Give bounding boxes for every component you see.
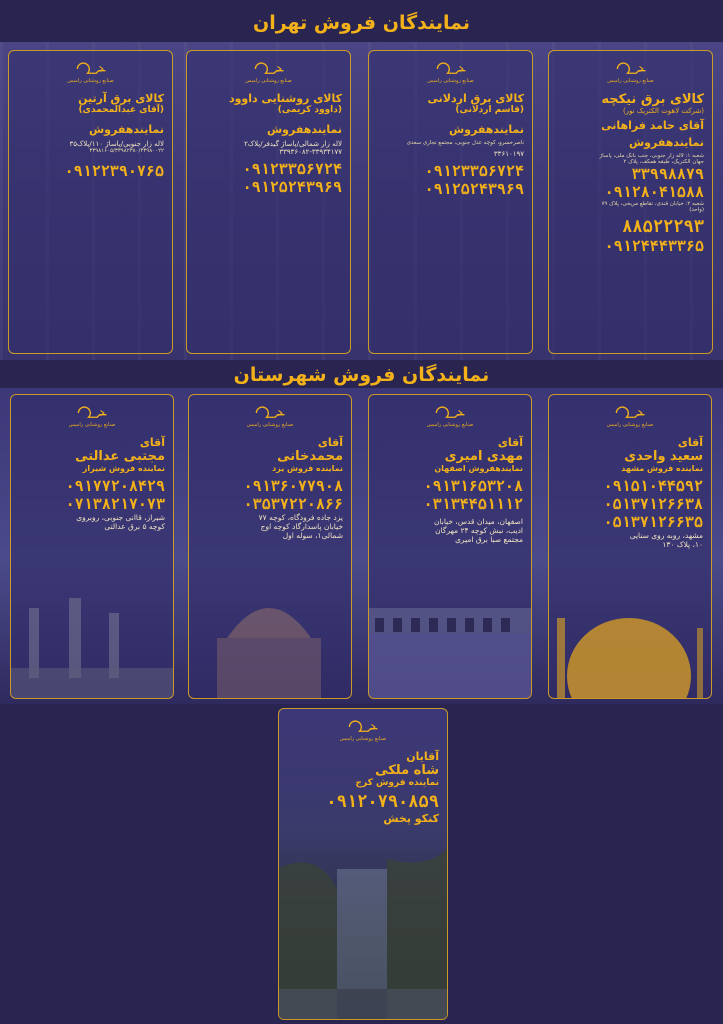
- dealer-honorific: آقای: [677, 436, 703, 449]
- brand-tagline: صنایع روشنایی رامیس: [426, 422, 474, 428]
- dealer-role: نماینده فروش یزد: [272, 464, 343, 473]
- dealer-address: لاله زار جنوبی/پاساژ ۱۱۰/پلاک۳۵: [69, 140, 164, 148]
- dealer-name: مهدی امیری: [444, 449, 523, 464]
- dealer-role: نمایندهفروش: [88, 123, 164, 136]
- dealer-role: نمایندهفروش: [448, 123, 524, 136]
- dealer-name: سعید واحدی: [624, 449, 703, 464]
- brand-tagline: صنایع روشنایی رامیس: [427, 78, 474, 84]
- dealer-role: نماینده فروش کرج: [355, 778, 439, 788]
- dealer-card-mashhad: [548, 394, 712, 699]
- dealer-address: مشهد، روبه روی سنایی: [629, 531, 703, 540]
- dealer-card-shiraz: [10, 394, 174, 699]
- lightbulb-logo-icon: [74, 61, 108, 77]
- dealer-phone[interactable]: ۰۹۱۲۸۰۴۱۵۸۸: [604, 183, 704, 201]
- waterfall-image: [278, 829, 447, 1019]
- brand-tagline: صنایع روشنایی رامیس: [607, 78, 654, 84]
- dealer-role: نمایندهفروش: [628, 136, 704, 149]
- bridge-image: [368, 568, 531, 698]
- brand-logo: [287, 719, 439, 742]
- dealer-company: (آقای عبدالمحمدی): [78, 105, 164, 115]
- dealer-address: شیراز، قاانی جنوبی، روبروی: [76, 513, 165, 522]
- dealer-name: کالای برق اردلانی: [427, 92, 524, 105]
- dealer-phone[interactable]: ۰۷۱۳۸۲۱۷۰۷۳: [65, 495, 165, 513]
- dealer-phone[interactable]: ۸۸۵۲۲۲۹۳: [622, 217, 704, 237]
- dealer-address: خیابان پاسدارگاد کوچه اوج: [260, 522, 343, 531]
- tehran-band: [0, 42, 723, 360]
- brand-logo: [19, 405, 165, 428]
- dealer-role: نماینده فروش شیراز: [82, 464, 165, 473]
- dealer-phone[interactable]: ۰۹۱۲۲۳۹۰۷۶۵: [64, 162, 164, 180]
- lightbulb-logo-icon: [346, 719, 380, 735]
- dealer-card-artin: [8, 50, 173, 354]
- lightbulb-logo-icon: [434, 61, 468, 77]
- dealer-address: ۱۰، پلاک ۱۳۰: [662, 540, 703, 549]
- brand-logo: [557, 61, 704, 84]
- lightbulb-logo-icon: [614, 61, 648, 77]
- dealer-card-yazd: [188, 394, 352, 699]
- dealer-honorific: آقای: [139, 436, 165, 449]
- dealer-address: کوچه ۵ برق عدالتی: [104, 522, 165, 531]
- dealer-phone[interactable]: ۰۹۱۵۱۰۴۴۵۹۲: [603, 477, 703, 495]
- dealer-card-nikche: [548, 50, 713, 354]
- brand-tagline: صنایع روشنایی رامیس: [67, 78, 114, 84]
- dealer-address: ناصرخسرو، کوچه عدل جنوبی، مجتمع تجاری سعدی: [406, 140, 524, 146]
- dealer-address: اصفهان، میدان قدس، خیابان: [433, 517, 523, 526]
- brand-logo: [197, 405, 343, 428]
- brand-logo: [377, 405, 523, 428]
- dealer-person: آقای حامد فراهانی: [601, 119, 704, 132]
- dealer-name: محمدخانی: [277, 449, 343, 464]
- dealer-name: مجتبی عدالتی: [75, 449, 165, 464]
- lightbulb-logo-icon: [613, 405, 647, 421]
- dealer-name: کالای برق نیکچه: [601, 92, 704, 107]
- brand-tagline: صنایع روشنایی رامیس: [246, 422, 294, 428]
- dealer-phone[interactable]: ۰۹۱۲۵۲۴۳۹۶۹: [242, 178, 342, 196]
- dealer-role: نمایندهفروش: [266, 123, 342, 136]
- dealer-company: (قاسم اردلانی): [455, 105, 524, 115]
- dealer-address: مجتمع صبا برق امیری: [455, 535, 523, 544]
- dealer-phone[interactable]: ۰۹۱۲۰۷۹۰۸۵۹: [326, 792, 439, 812]
- dealer-phone[interactable]: ۰۹۱۲۳۳۵۶۷۲۴: [242, 160, 342, 178]
- tehran-section-title: نمایندگان فروش تهران: [252, 12, 470, 34]
- dealer-honorific: آقای: [317, 436, 343, 449]
- lightbulb-logo-icon: [253, 405, 287, 421]
- dealer-address: جهان الکتریک، طبقه همکف، پلاک ۲: [623, 159, 704, 165]
- dealer-card-esfahan: [368, 394, 532, 699]
- dealer-phone[interactable]: ۰۹۱۳۶۰۷۷۹۰۸: [243, 477, 343, 495]
- brand-logo: [195, 61, 342, 84]
- dealer-landline: ۳۳۹۳۶۰۸۲-۳۳۹۳۴۱۷۷: [279, 148, 342, 156]
- dealer-name: شاه ملکی: [375, 763, 439, 778]
- dealer-name: کالای برق آرتین: [78, 92, 164, 105]
- dealer-company: (شرکت لاهوت الکتریک نور): [622, 107, 704, 115]
- shrine-dome-image: [548, 568, 711, 698]
- dome-building-image: [188, 568, 351, 698]
- dealer-phone[interactable]: ۰۹۱۷۷۲۰۸۴۲۹: [65, 477, 165, 495]
- dealer-address: ادیب، نبش کوچه ۲۴ مهرگان: [435, 526, 523, 535]
- brand-logo: [557, 405, 703, 428]
- dealer-address: شمالی۱، سوله اول: [282, 531, 343, 540]
- dealer-phone[interactable]: ۰۵۱۳۷۱۲۶۶۳۸: [603, 495, 703, 513]
- brand-tagline: صنایع روشنایی رامیس: [606, 422, 654, 428]
- dealer-landline: ۳۳۶۱۰۱۹۷: [493, 150, 524, 158]
- dealer-address: (واحد): [689, 207, 704, 213]
- dealer-name: کالای روشنایی داوود: [228, 92, 342, 105]
- brand-tagline: صنایع روشنایی رامیس: [68, 422, 116, 428]
- lightbulb-logo-icon: [252, 61, 286, 77]
- brand-logo: [17, 61, 164, 84]
- persepolis-ruins-image: [10, 568, 173, 698]
- dealer-company: کنکو پخش: [383, 812, 439, 825]
- lightbulb-logo-icon: [433, 405, 467, 421]
- dealer-address: لاله زار شمالی/پاساژ گیدفر/پلاک۲: [244, 140, 342, 148]
- dealer-address: یزد جاده فرودگاه، کوچه ۷۷: [258, 513, 343, 522]
- dealer-honorific: آقایان: [406, 750, 439, 763]
- lightbulb-logo-icon: [75, 405, 109, 421]
- dealer-phone[interactable]: ۰۳۵۳۷۲۲۰۸۶۶: [243, 495, 343, 513]
- dealer-address: شعبه ۱: لاله زار جنوبی، جنب بانک ملی، پاساژ: [599, 153, 704, 159]
- provinces-band: [0, 388, 723, 704]
- dealer-company: (داوود کریمی): [277, 105, 342, 115]
- dealer-card-karaj: [278, 708, 448, 1020]
- dealer-phone[interactable]: ۰۹۱۲۵۲۴۳۹۶۹: [424, 180, 524, 198]
- brand-tagline: صنایع روشنایی رامیس: [245, 78, 292, 84]
- dealer-card-ardalani: [368, 50, 533, 354]
- brand-logo: [377, 61, 524, 84]
- dealer-phone[interactable]: ۰۹۱۳۱۶۵۳۲۰۸: [423, 477, 523, 495]
- dealer-address: شعبه ۲: خیابان قندی، تقاطع مریخی، پلاک ۷۹: [601, 201, 704, 207]
- dealer-phone[interactable]: ۰۵۱۳۷۱۲۶۶۳۵: [603, 513, 703, 531]
- dealer-phone[interactable]: ۰۹۱۲۴۴۴۳۳۶۵: [604, 237, 704, 255]
- dealer-role: نمایندهفروش اصفهان: [434, 464, 523, 473]
- dealer-phone[interactable]: ۰۹۱۲۳۳۵۶۷۲۴: [424, 162, 524, 180]
- dealer-phone[interactable]: ۰۳۱۳۴۴۵۱۱۱۲: [423, 495, 523, 513]
- dealer-landline: ۳۳۹۸۱۶۰۵/۳۳۹۸۲۳۸۰/۳۳۹۸۰۰۲۲: [89, 148, 164, 154]
- brand-tagline: صنایع روشنایی رامیس: [339, 736, 387, 742]
- provinces-section-title: نمایندگان فروش شهرستان: [233, 364, 490, 386]
- dealer-honorific: آقای: [497, 436, 523, 449]
- dealer-role: نماینده فروش مشهد: [621, 464, 703, 473]
- dealer-phone[interactable]: ۳۳۹۹۸۸۷۹: [631, 165, 704, 183]
- dealer-card-davood: [186, 50, 351, 354]
